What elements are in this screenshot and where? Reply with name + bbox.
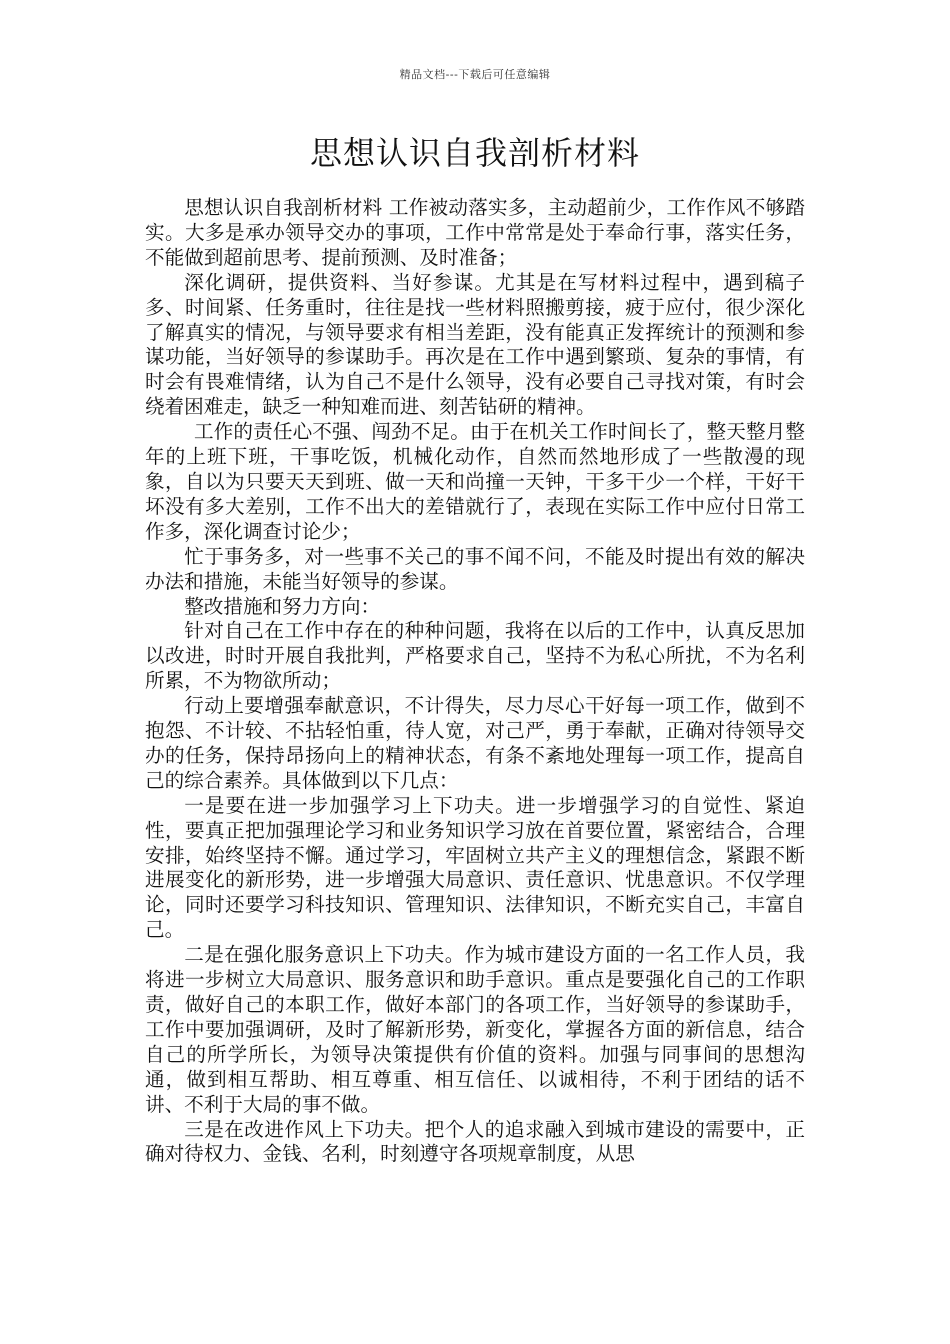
paragraph: 思想认识自我剖析材料 工作被动落实多，主动超前少，工作作风不够踏实。大多是承办领导交办的事项，工作中常常是处于奉命行事，落实任务，不能做到超前思考、提前预测、及时准备； — [145, 196, 805, 269]
paragraph: 忙于事务多，对一些事不关己的事不闻不问，不能及时提出有效的解决办法和措施，未能当好领导的参谋。 — [145, 544, 805, 593]
paragraph: 针对自己在工作中存在的种种问题，我将在以后的工作中，认真反思加以改进，时时开展自我批判，严格要求自己，坚持不为私心所扰，不为名利所累，不为物欲所动； — [145, 619, 805, 693]
header-note: 精品文档---下载后可任意编辑 — [399, 68, 551, 81]
paragraph: 二是在强化服务意识上下功夫。作为城市建设方面的一名工作人员，我将进一步树立大局意识、服务意识和助手意识。重点是要强化自己的工作职责，做好自己的本职工作，做好本部门的各项工作，当好领导的参谋助手，工作中要加强调研，及时了解新形势，新变化，掌握各方面的新信息，结合自己的所学所长，为领导决策提供有价值的资料。加强与同事间的思想沟通，做到相互帮助、相互尊重、相互信任、以诚相待，不利于团结的话不讲、不利于大局的事不做。 — [145, 943, 805, 1116]
section-heading: 整改措施和努力方向： — [184, 594, 381, 618]
paragraph: 工作的责任心不强、闯劲不足。由于在机关工作时间长了，整天整月整年的上班下班，干事吃饭，机械化动作，自然而然地形成了一些散漫的现象，自以为只要天天到班、做一天和尚撞一天钟，干多干少一个样，干好干坏没有多大差别，工作不出大的差错就行了，表现在实际工作中应付日常工作多，深化调查讨论少； — [145, 420, 805, 543]
paragraph: 三是在改进作风上下功夫。把个人的追求融入到城市建设的需要中，正确对待权力、金钱、名利，时刻遵守各项规章制度，从思 — [145, 1117, 805, 1166]
paragraph: 深化调研，提供资料、当好参谋。尤其是在写材料过程中，遇到稿子多、时间紧、任务重时，往往是找一些材料照搬剪接，疲于应付，很少深化了解真实的情况，与领导要求有相当差距，没有能真正发挥统计的预测和参谋功能，当好领导的参谋助手。再次是在工作中遇到繁琐、复杂的事情，有时会有畏难情绪，认为自己不是什么领导，没有必要自己寻找对策，有时会绕着困难走，缺乏一种知难而进、刻苦钻研的精神。 — [145, 270, 805, 419]
document-title: 思想认识自我剖析材料 — [309, 134, 640, 172]
paragraph: 行动上要增强奉献意识，不计得失，尽力尽心干好每一项工作，做到不抱怨、不计较、不拈轻怕重，待人宽，对己严，勇于奉献，正确对待领导交办的任务，保持昂扬向上的精神状态，有条不紊地处理每一项工作，提高自己的综合素养。具体做到以下几点： — [145, 694, 805, 792]
document-body — [145, 196, 805, 1167]
paragraph: 一是要在进一步加强学习上下功夫。进一步增强学习的自觉性、紧迫性，要真正把加强理论学习和业务知识学习放在首要位置，紧密结合，合理安排，始终坚持不懈。通过学习，牢固树立共产主义的理想信念，紧跟不断进展变化的新形势，进一步增强大局意识、责任意识、忧患意识。不仅学理论，同时还要学习科技知识、管理知识、法律知识，不断充实自己，丰富自己。 — [145, 793, 805, 942]
